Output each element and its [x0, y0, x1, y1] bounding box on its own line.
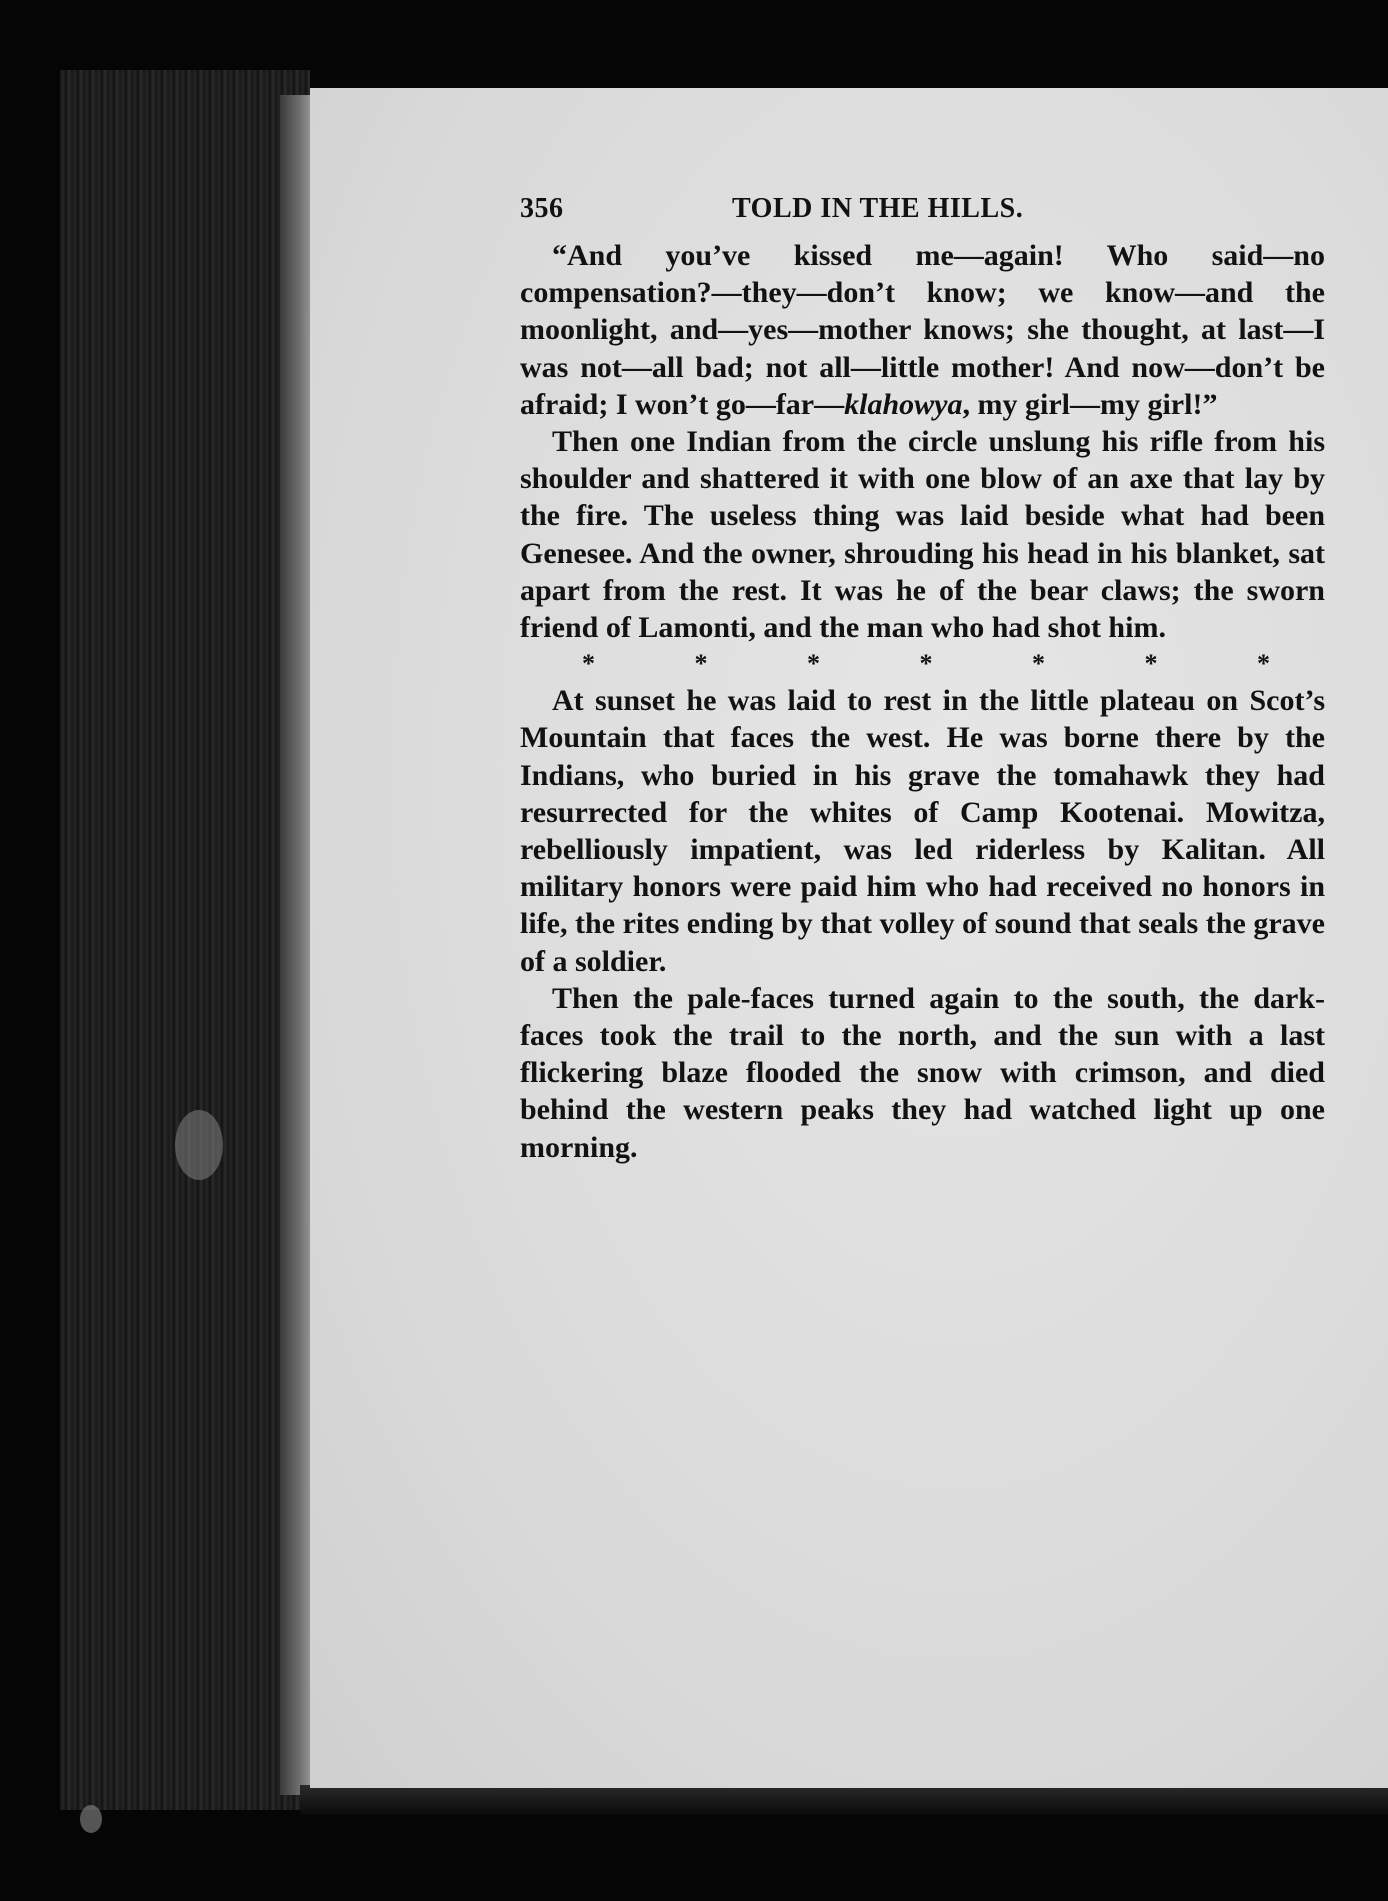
paragraph-2: Then one Indian from the circle unslung his rifle from his shoulder and shattered it with one blow of an axe that lay by the fire. The useless thing was laid beside what had been Genesee. And the owner, shrouding his head in his blanket, sat apart from the rest. It was he of the bear claws; the sworn friend of Lamonti, and the man who had shot him.	[520, 425, 1325, 645]
section-break	[520, 646, 1325, 682]
page-text-block	[520, 193, 1325, 1166]
paragraph-1-text: “And you’ve kissed me—again! Who said—no compensation?—they—don’t know; we know—and the moonlight, and—yes—mother knows; she thought, at last—I was not—all bad; not all—little mother! And now—don’t be afraid; I won’t go—far—	[520, 239, 1325, 421]
section-break-asterisk: *	[919, 649, 933, 679]
running-head	[520, 193, 1325, 237]
section-break-asterisk: *	[694, 649, 708, 679]
paragraph-3: At sunset he was laid to rest in the little plateau on Scot’s Mountain that faces the west. He was borne there by the Indians, who buried in his grave the tomahawk they had resurrected for the whites of Camp Kootenai. Mowitza, rebelliously impatient, was led riderless by Kalitan. All military honors were paid him who had received no honors in life, the rites ending by that volley of sound that seals the grave of a soldier.	[520, 684, 1325, 978]
page-bottom-edge	[300, 1785, 1388, 1815]
section-break-asterisk: *	[1257, 649, 1270, 679]
section-break-asterisk: *	[1144, 649, 1158, 679]
paragraph-1-italic-word: klahowya	[844, 387, 963, 421]
running-title: TOLD IN THE HILLS.	[732, 193, 1024, 224]
paragraph-1-text-end: , my girl—my girl!”	[962, 387, 1218, 421]
scan-speck	[80, 1805, 102, 1833]
page-edge-shadow	[280, 95, 312, 1795]
scan-speck	[175, 1110, 223, 1180]
paragraph-4: Then the pale-faces turned again to the south, the dark-faces took the trail to the north, and the sun with a last flickering blaze flooded the snow with crimson, and died behind the western peaks they had watched light up one morning.	[520, 981, 1325, 1164]
section-break-asterisk: *	[582, 649, 595, 679]
paragraph-1	[520, 237, 1325, 423]
section-break-asterisk: *	[807, 649, 820, 679]
book-binding-gutter	[60, 70, 310, 1810]
page-number: 356	[520, 193, 564, 224]
book-page	[310, 88, 1388, 1788]
section-break-asterisk: *	[1032, 649, 1045, 679]
